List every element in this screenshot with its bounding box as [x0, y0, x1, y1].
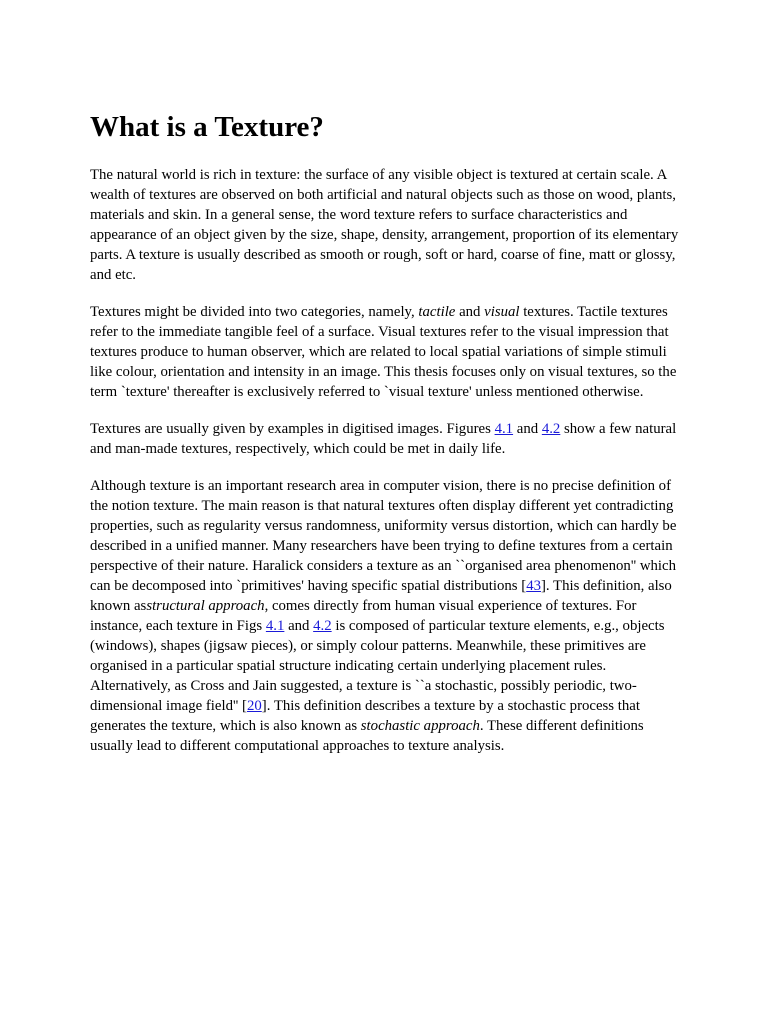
text-span: , comes directly from human visual experience of textures. For instance, each texture in Figs [90, 597, 637, 634]
text-span: and [284, 617, 314, 634]
text-span: Textures might be divided into two categories, namely, [90, 303, 419, 320]
text-span: Although texture is an important research area in computer vision, there is no precise definition of the notion texture. The main reason is that natural textures often display different yet contradicting properties, such as regularity versus randomness, uniformity versus distortion, which can hardly be described in a unified manner. Many researchers have been trying to define textures from a certain perspective of their nature. Haralick considers a texture as an ``organised area phenomenon'' which can be decomposed into `primitives' having specific spatial distributions [ [90, 477, 677, 594]
document-page [90, 110, 680, 773]
text-span: ]. This definition, also known as [90, 577, 672, 614]
paragraph-approaches [90, 476, 680, 756]
paragraph-examples [90, 419, 680, 459]
figure-link-4-1[interactable]: 4.1 [265, 617, 285, 634]
citation-link-43[interactable]: 43 [526, 577, 541, 594]
term-stochastic-approach: stochastic approach [360, 717, 480, 734]
text-span: Textures are usually given by examples in digitised images. Figures [90, 420, 495, 437]
figure-link-4-2[interactable]: 4.2 [313, 617, 332, 634]
text-span: and [513, 420, 542, 437]
text-span: and [455, 303, 485, 320]
text-span: ]. This definition describes a texture by a stochastic process that generates the texture, which is also known as [90, 697, 640, 734]
citation-link-20[interactable]: 20 [246, 697, 262, 714]
term-visual: visual [484, 303, 520, 320]
text-span: is composed of particular texture elements, e.g., objects (windows), shapes (jigsaw pieces), or simply colour patterns. Meanwhile, these primitives are organised in a particular spatial structure indicating certain underlying placement rules. Alternatively, as Cross and Jain suggested, a texture is ``a stochastic, possibly periodic, two-dimensional image field'' [ [90, 617, 665, 714]
term-tactile: tactile [418, 303, 456, 320]
page-title: What is a Texture? [90, 111, 324, 143]
text-span: textures. Tactile textures refer to the immediate tangible feel of a surface. Visual textures refer to the visual impression that textures produce to human observer, which are related to local spatial variations of simple stimuli like colour, orientation and intensity in an image. This thesis focuses only on visual textures, so the term `texture' thereafter is exclusively referred to `visual texture' unless mentioned otherwise. [90, 303, 677, 400]
paragraph-definition: The natural world is rich in texture: the surface of any visible object is textured at certain scale. A wealth of textures are observed on both artificial and natural objects such as those on wood, plants, materials and skin. In a general sense, the word texture refers to surface characteristics and appearance of an object given by the size, shape, density, arrangement, proportion of its elementary parts. A texture is usually described as smooth or rough, soft or hard, coarse of fine, matt or glossy, and etc. [90, 166, 679, 283]
figure-link-4-2[interactable]: 4.2 [541, 420, 561, 437]
paragraph-categories [90, 302, 680, 402]
text-span: show a few natural and man-made textures, respectively, which could be met in daily life. [90, 420, 677, 457]
figure-link-4-1[interactable]: 4.1 [494, 420, 514, 437]
text-span: . These different definitions usually lead to different computational approaches to texture analysis. [90, 717, 644, 754]
term-structural-approach: structural approach [146, 597, 265, 614]
